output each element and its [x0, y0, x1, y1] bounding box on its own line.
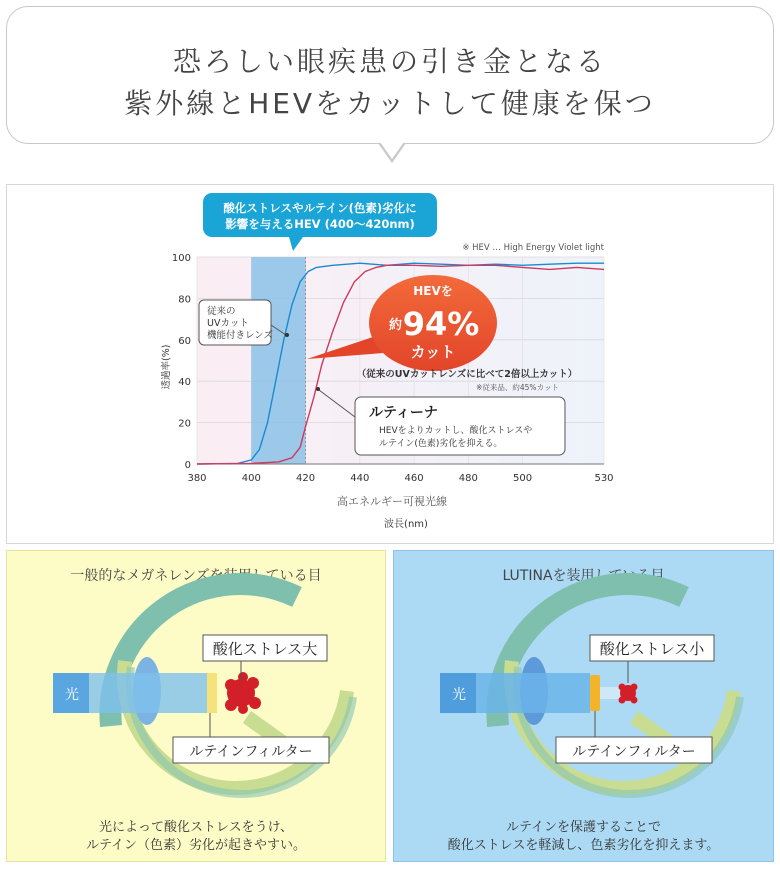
standard-caption-line-1: 光によって酸化ストレスをうけ、: [98, 820, 294, 835]
x-tick-label: 530: [594, 473, 614, 484]
standard-panel-caption: [7, 819, 385, 855]
lutina-desc-2: ルテイン(色素)劣化を抑える。: [379, 439, 503, 449]
headline-line-1: 恐ろしい眼疾患の引き金となる: [172, 45, 607, 78]
conventional-line-3: 機能付きレンズ: [207, 330, 273, 341]
lutina-title: ルティーナ: [369, 405, 438, 421]
lutein-filter: [590, 675, 600, 711]
oxidative-stress-large: [225, 672, 261, 714]
lutina-panel-title: LUTINAを装用している目: [502, 568, 665, 584]
lutina-eye-panel: [393, 550, 774, 862]
header-bubble: [6, 6, 774, 144]
filter-label: ルテインフィルター: [572, 744, 696, 760]
y-tick-label: 80: [178, 294, 191, 306]
y-tick-label: 0: [184, 460, 191, 471]
stress-label: 酸化ストレス小: [599, 640, 705, 658]
filtered-light: [600, 687, 620, 699]
standard-caption-line-2: ルテイン（色素）劣化が起きやすい。: [85, 838, 307, 853]
bubble-tail-inner: [380, 142, 404, 159]
y-tick-label: 60: [178, 335, 191, 347]
light-label: 光: [452, 687, 466, 703]
cut-prefix-text: 約: [389, 318, 403, 333]
cut-top-text: HEVを: [413, 284, 453, 298]
standard-eye-illustration: [7, 551, 387, 863]
y-tick-label: 40: [178, 377, 191, 389]
standard-panel-title: 一般的なメガネレンズを装用している目: [70, 568, 322, 584]
x-tick-label: 420: [295, 473, 316, 484]
lutein-filter: [207, 673, 217, 713]
compare-note: ※従来品、約45%カット: [476, 383, 559, 392]
x-axis-sublabel: 高エネルギー可視光線: [337, 495, 447, 508]
conventional-line-2: UVカット: [207, 318, 249, 329]
hev-callout-line-1: 酸化ストレスやルテイン(色素)劣化に: [223, 201, 417, 215]
x-tick-label: 440: [350, 473, 370, 484]
cut-bottom-text: カット: [410, 343, 456, 361]
conventional-line-1: 従来の: [207, 306, 236, 317]
lutina-caption-line-1: ルテインを保護することで: [505, 820, 662, 835]
x-axis-label: 波長(nm): [384, 519, 428, 530]
hev-note: ※ HEV … High Energy Violet light: [462, 243, 604, 253]
stress-label: 酸化ストレス大: [212, 640, 318, 658]
x-tick-label: 500: [513, 473, 533, 484]
hev-callout: [203, 193, 437, 251]
oxidative-stress-small: [619, 684, 638, 704]
y-tick-label: 20: [178, 418, 191, 430]
lutina-panel-caption: [394, 819, 773, 855]
cut-value-text: 94%: [402, 305, 480, 343]
x-tick-label: 380: [187, 473, 207, 484]
y-tick-label: 100: [171, 253, 191, 264]
light-label: 光: [65, 687, 79, 703]
lutina-desc-1: HEVをよりカットし、酸化ストレスや: [379, 426, 533, 436]
x-tick-label: 400: [241, 473, 261, 484]
lutina-caption-line-2: 酸化ストレスを軽減し、色素劣化を抑えます。: [447, 838, 720, 853]
y-axis-label: 透過率(%): [161, 344, 172, 390]
compare-text: （従来のUVカットレンズに比べて2倍以上カット）: [356, 369, 578, 380]
transmittance-chart: [7, 185, 775, 545]
transmittance-chart-panel: [6, 184, 774, 544]
x-tick-label: 480: [458, 473, 478, 484]
filter-label: ルテインフィルター: [189, 744, 313, 760]
headline-line-2: 紫外線とHEVをカットして健康を保つ: [124, 87, 656, 120]
x-tick-label: 460: [404, 473, 424, 484]
standard-lens-eye-panel: [6, 550, 386, 862]
hev-callout-line-2: 影響を与えるHEV (400〜420nm): [225, 217, 415, 231]
lutina-eye-illustration: [394, 551, 775, 863]
